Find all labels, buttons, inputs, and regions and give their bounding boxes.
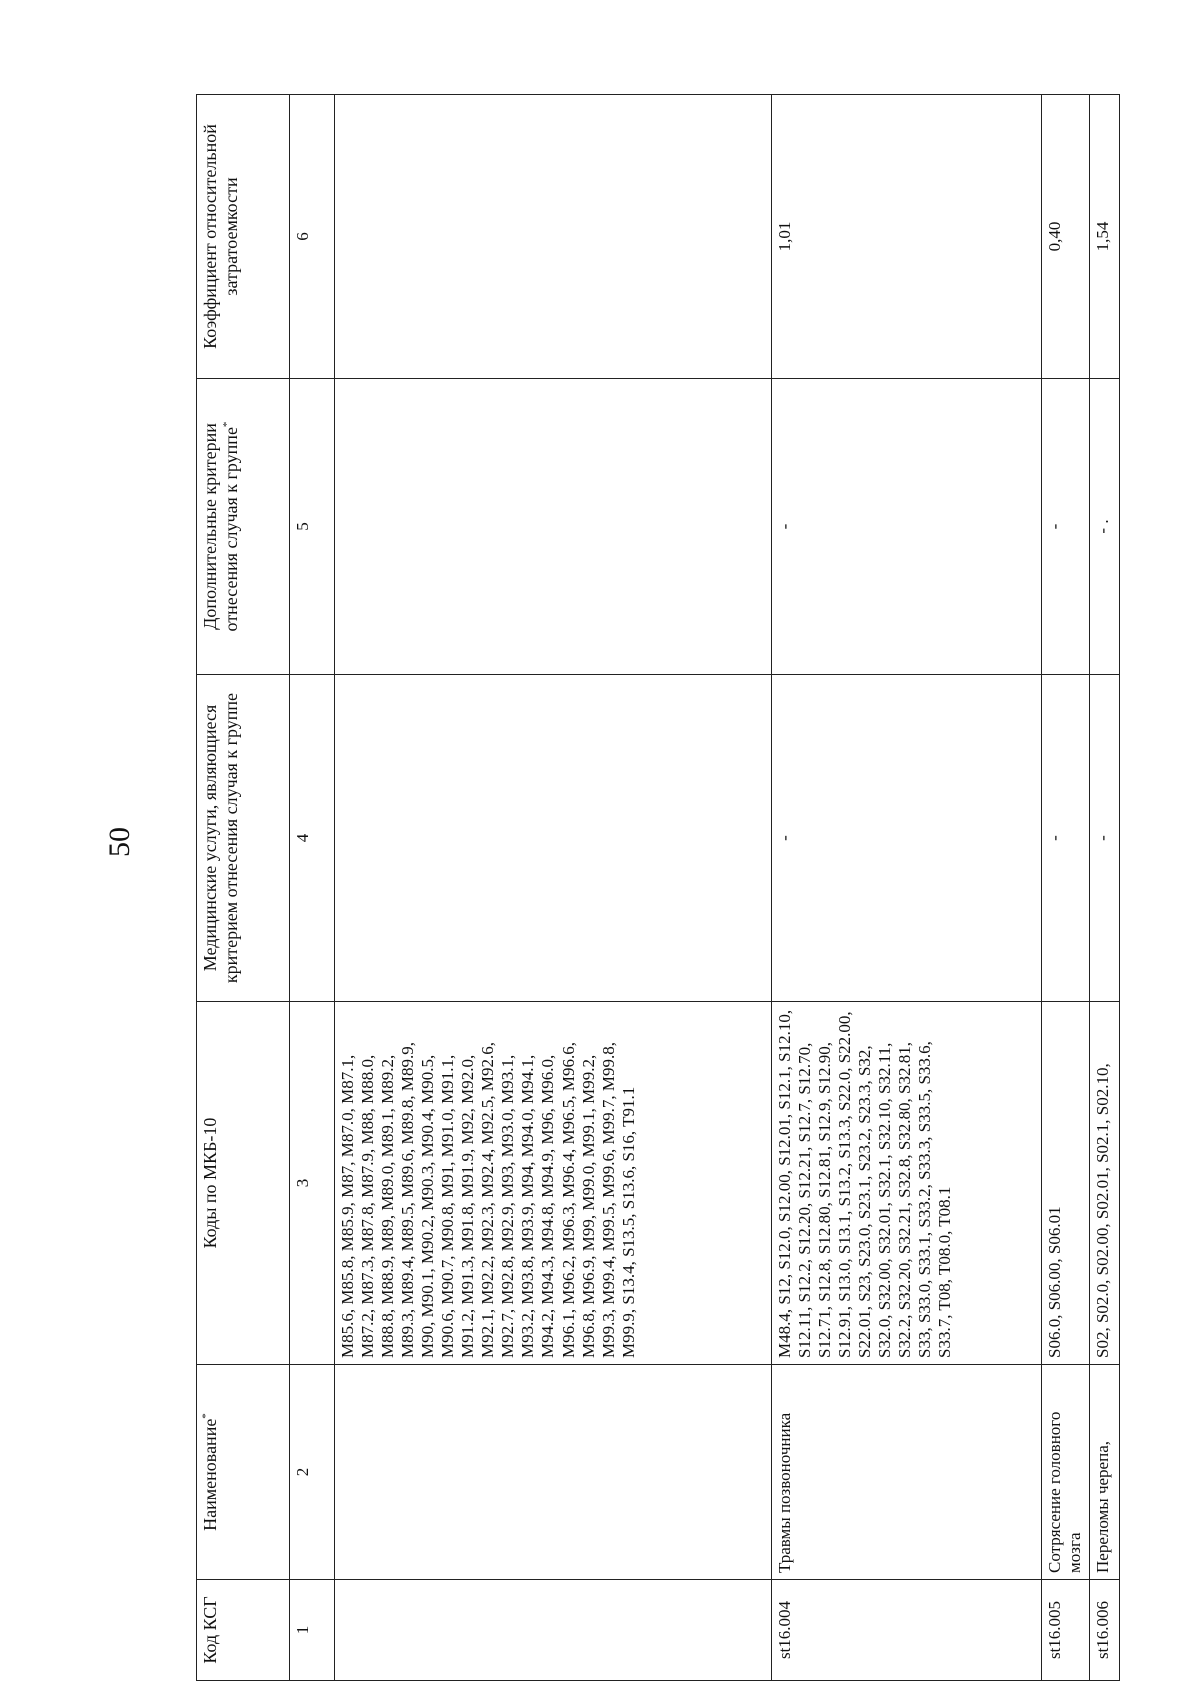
header-name: Наименование* xyxy=(197,1365,290,1580)
ksg-code-cell: st16.006 xyxy=(1090,1580,1120,1681)
criteria-cell: - xyxy=(1041,379,1090,675)
ksg-code-cell xyxy=(335,1580,772,1681)
services-cell xyxy=(335,675,772,1002)
criteria-cell xyxy=(335,379,772,675)
column-number: 1 xyxy=(289,1580,334,1681)
header-criteria: Дополнительные критерии отнесения случая к группе* xyxy=(197,379,290,675)
rotated-page xyxy=(196,95,1120,1681)
header-ksg-code: Код КСГ xyxy=(197,1580,290,1681)
table-row xyxy=(335,95,772,1681)
services-cell: - xyxy=(771,675,1041,1002)
ksg-code-cell: st16.005 xyxy=(1041,1580,1090,1681)
coefficient-cell: 1,01 xyxy=(771,95,1041,379)
coefficient-cell: 1,54 xyxy=(1090,95,1120,379)
name-cell xyxy=(335,1365,772,1580)
criteria-cell: - xyxy=(771,379,1041,675)
services-cell: - xyxy=(1090,675,1120,1002)
name-cell: Сотрясение головного мозга xyxy=(1041,1365,1090,1580)
header-coefficient: Коэффициент относительной затратоемкости xyxy=(197,95,290,379)
table-row xyxy=(1041,95,1090,1681)
column-number: 6 xyxy=(289,95,334,379)
ksg-code-cell: st16.004 xyxy=(771,1580,1041,1681)
mkb-codes-cell: S02, S02.0, S02.00, S02.01, S02.1, S02.10, xyxy=(1090,1002,1120,1365)
header-mkb-codes: Коды по МКБ-10 xyxy=(197,1002,290,1365)
mkb-codes-cell: M85.6, M85.8, M85.9, M87, M87.0, M87.1, M87.2, M87.3, M87.8, M87.9, M88, M88.0, M88.8, M88.9, M89, M89.0, M89.1, M89.2, M89.3, M89.4, M89.5, M89.6, M89.8, M89.9, M90, M90.1, M90.2, M90.3, M90.4, M90.5, M90.6, M90.7, M90.8, M91, M91.0, M91.1, M91.2, M91.3, M91.8, M91.9, M92, M92.0, M92.1, M92.2, M92.3, M92.4, M92.5, M92.6, M92.7, M92.8, M92.9, M93, M93.0, M93.1, M93.2, M93.8, M93.9, M94, M94.0, M94.1, M94.2, M94.3, M94.8, M94.9, M96, M96.0, M96.1, M96.2, M96.3, M96.4, M96.5, M96.6, M96.8, M96.9, M99, M99.0, M99.1, M99.2, M99.3, M99.4, M99.5, M99.6, M99.7, M99.8, M99.9, S13.4, S13.5, S13.6, S16, T91.1 xyxy=(335,1002,772,1365)
name-cell: Травмы позвоночника xyxy=(771,1365,1041,1580)
name-cell: Переломы черепа, xyxy=(1090,1365,1120,1580)
column-number: 2 xyxy=(289,1365,334,1580)
coefficient-cell xyxy=(335,95,772,379)
mkb-codes-cell: M48.4, S12, S12.0, S12.00, S12.01, S12.1, S12.10, S12.11, S12.2, S12.20, S12.21, S12.7, S12.70, S12.71, S12.8, S12.80, S12.81, S12.9, S12.90, S12.91, S13.0, S13.1, S13.2, S13.3, S22.0, S22.00, S22.01, S23, S23.0, S23.1, S23.2, S23.3, S32, S32.0, S32.00, S32.01, S32.1, S32.10, S32.11, S32.2, S32.20, S32.21, S32.8, S32.80, S32.81, S33, S33.0, S33.1, S33.2, S33.3, S33.5, S33.6, S33.7, T08, T08.0, T08.1 xyxy=(771,1002,1041,1365)
header-services: Медицинские услуги, являющиеся критерием отнесения случая к группе xyxy=(197,675,290,1002)
mkb-codes-cell: S06.0, S06.00, S06.01 xyxy=(1041,1002,1090,1365)
services-cell: - xyxy=(1041,675,1090,1002)
page-number: 50 xyxy=(103,827,136,857)
column-number-row xyxy=(289,95,334,1681)
column-number: 3 xyxy=(289,1002,334,1365)
column-number: 5 xyxy=(289,379,334,675)
column-number: 4 xyxy=(289,675,334,1002)
coefficient-cell: 0,40 xyxy=(1041,95,1090,379)
table-row xyxy=(1090,95,1120,1681)
ksg-table xyxy=(196,94,1120,1681)
table-row xyxy=(771,95,1041,1681)
table-header-row xyxy=(197,95,290,1681)
criteria-cell: - . xyxy=(1090,379,1120,675)
